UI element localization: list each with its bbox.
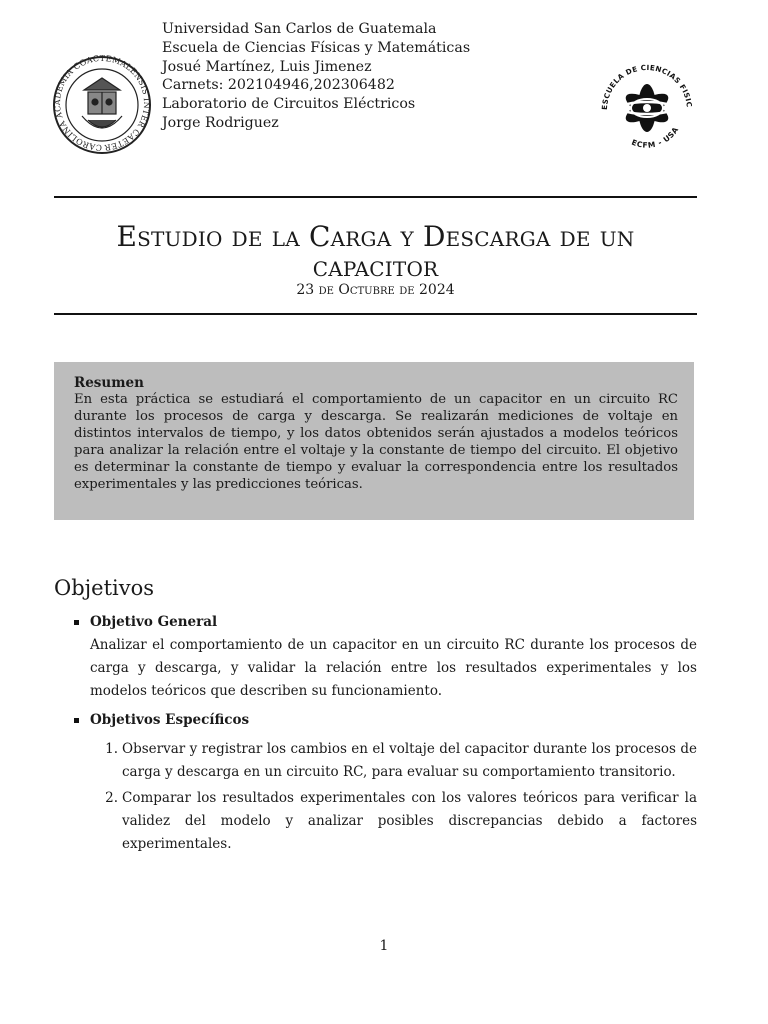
specific-item-text: Observar y registrar los cambios en el voltaje del capacitor durante los procesos de carga y descarga en un circuito RC, para evaluar su comportamiento transitorio. [122,741,697,780]
objective-general-text: Analizar el comportamiento de un capacitor en un circuito RC durante los procesos de carga y descarga, y validar la relación entre los resultados experimentales y los modelos teóricos que describen su funcionamiento. [90,637,697,699]
objective-general-heading: Objetivo General [90,614,218,630]
header-authors: Josué Martínez, Luis Jimenez [162,58,372,75]
page-number: 1 [379,938,389,954]
abstract-heading: Resumen [74,375,144,391]
header-school: Escuela de Ciencias Físicas y Matemáticas [162,39,471,56]
bullet-icon [74,718,79,723]
objective-specific-heading: Objetivos Específicos [90,712,250,728]
specific-item [100,738,697,784]
specific-item [100,787,697,856]
header-lab: Laboratorio de Circuitos Eléctricos [162,96,416,113]
abstract-box [54,362,694,520]
header-university: Universidad San Carlos de Guatemala [162,21,437,37]
seal-left-text: CAROLINA ACADEMIA COACTEMALENSIS INTER CAETER [52,53,152,153]
title-rule-bottom [54,313,697,315]
objective-specific [74,709,697,732]
bullet-icon [74,620,79,625]
ecfm-bottom-text: ECFM - USA [630,125,681,150]
ecfm-top-text: ESCUELA DE CIENCIAS FISIC [599,62,694,111]
section-title-objectives: Objetivos [54,576,155,600]
specific-item-number: 1. [105,741,118,757]
specific-item-text: Comparar los resultados experimentales con los valores teóricos para verificar la validez del modelo y analizar posibles discrepancias debido a factores experimentales. [122,790,697,852]
paper-date: 23 de Octubre de 2024 [296,282,455,298]
title-block [54,222,697,298]
university-seal-icon [52,50,152,160]
specific-item-number: 2. [105,790,118,806]
paper-title-line1: Estudio de la Carga y Descarga de un [116,220,635,253]
abstract-text: En esta práctica se estudiará el comportamiento de un capacitor en un circuito RC durante los procesos de carga y descarga. Se realizarán mediciones de voltaje en distintos intervalos de tiempo, y los datos obtenidos serán ajustados a modelos teóricos para analizar la relación entre el voltaje y la constante de tiempo del circuito. El objetivo es determinar la constante de tiempo y evaluar la correspondencia entre los resultados experimentales y las predicciones teóricas. [74,392,678,492]
header-instructor: Jorge Rodriguez [162,114,279,131]
header-carnets: Carnets: 202104946,202306482 [162,77,395,94]
ecfm-logo-icon [592,52,702,162]
title-rule-top [54,196,697,198]
header-info [162,20,470,133]
objective-general [74,611,697,703]
paper-title-line2: capacitor [312,250,439,283]
